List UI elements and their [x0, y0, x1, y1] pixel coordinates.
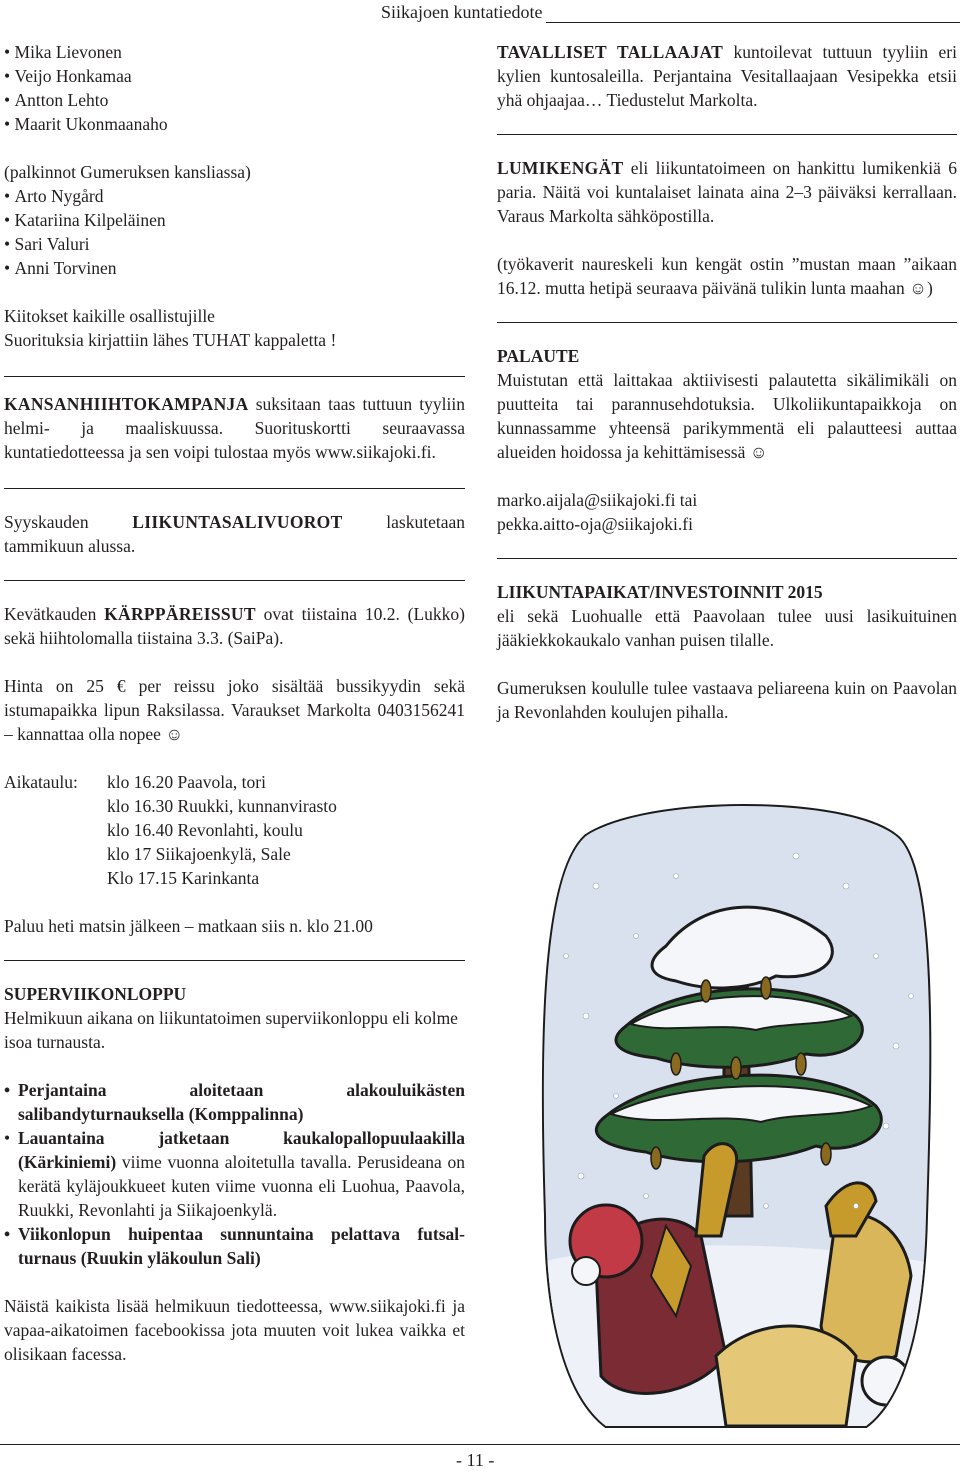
super-heading: SUPERVIIKONLOPPU: [4, 984, 187, 1004]
investoinnit-text: eli sekä Luohualle että Paavolaan tulee uusi lasikuituinen jääkiekkokaukalo vanhan puisen tilalle.: [497, 606, 957, 650]
child-right-legs: [716, 1326, 856, 1426]
publication-title: Siikajoen kuntatiedote: [377, 0, 546, 24]
winners-list-1: [4, 40, 465, 136]
schedule-item: klo 16.30 Ruukki, kunnanvirasto: [107, 796, 337, 816]
paluu-line: Paluu heti matsin jälkeen – matkaan siis n. klo 21.00: [4, 916, 373, 936]
aikataulu-schedule: [4, 770, 465, 890]
karppa-text: ovat tiistaina 10.2. (Lukko) sekä hiihtolomalla tiistaina 3.3. (SaiPa).: [4, 604, 465, 648]
tyokaverit-paragraph: (työkaverit naureskeli kun kengät ostin ”mustan maan ”aikaan 16.12. mutta hetipä seuraava päivänä tulikin lunta maahan ☺): [497, 254, 957, 298]
karppa-paragraph: [4, 602, 465, 650]
schedule-item: klo 17 Siikajoenkylä, Sale: [107, 844, 291, 864]
list-item: • Viikonlopun huipentaa sunnuntaina pelattava futsal-turnaus (Ruukin yläkoulun Sali): [4, 1222, 465, 1270]
super-text: Helmikuun aikana on liikuntatoimen superviikonloppu eli kolme isoa turnausta.: [4, 1008, 458, 1052]
lumikengat-text: eli liikuntatoimeen on hankittu lumikenkiä 6 paria. Näitä voi kuntalaiset lainata aina 2–3 päiväksi kerrallaan. Varaus Markolta sähköpostilla.: [497, 158, 957, 226]
list-item: • Anni Torvinen: [4, 256, 465, 280]
prizes-note: (palkinnot Gumeruksen kansliassa): [4, 162, 251, 182]
hinta-paragraph: Hinta on 25 € per reissu joko sisältää bussikyydin sekä istumapaikka lipun Raksilassa. Varaukset Markolta 0403156241 – kannattaa olla nopee ☺: [4, 676, 465, 744]
list-item: • Veijo Honkamaa: [4, 64, 465, 88]
closing-paragraph: Näistä kaikista lisää helmikuun tiedotteessa, www.siikajoki.fi ja vapaa-aikatoimen facebookissa jota muuten voit lukea vaikka et olisikaan facessa.: [4, 1296, 465, 1364]
schedule-item: Klo 17.15 Karinkanta: [107, 868, 260, 888]
aikataulu-label: Aikataulu:: [4, 772, 78, 792]
tallaajat-paragraph: [497, 40, 957, 112]
email-line-1[interactable]: marko.aijala@siikajoki.fi tai: [497, 490, 698, 510]
lumikengat-heading: LUMIKENGÄT: [497, 158, 624, 178]
kampanja-paragraph: [4, 392, 465, 464]
footer-rule: [0, 1444, 960, 1445]
bullet2-rest: viime vuonna aloitetulla tavalla. Perusideana on kerätä kyläjoukkueet kuten viime vuonna eli Luohua, Paavola, Ruukki, Revonlahti ja Siikajoenkylä.: [18, 1152, 465, 1220]
left-column: [4, 40, 465, 1366]
palaute-text: Muistutan että laittakaa aktiivisesti palautetta sikälimikäli on puutteita tai parannusehdotuksia. Ulkoliikuntapaikkoja on kunnassamme yhteensä parikymmentä eli palautteesi auttaa alueiden hoidossa ja kehittämisessä ☺: [497, 370, 957, 462]
salivuorot-text: laskutetaan tammikuun alussa.: [4, 512, 465, 556]
list-item: • Maarit Ukonmaanaho: [4, 112, 465, 136]
salivuorot-heading: LIIKUNTASALIVUOROT: [132, 512, 343, 532]
list-item: • Antton Lehto: [4, 88, 465, 112]
lumikengat-paragraph: [497, 156, 957, 228]
schedule-item: klo 16.20 Paavola, tori: [107, 772, 266, 792]
gumerus-paragraph: Gumeruksen koululle tulee vastaava peliareena kuin on Paavolan ja Revonlahden koulujen pihalla.: [497, 678, 957, 722]
kampanja-text: suksitaan taas tuttuun tyyliin helmi- ja maaliskuussa. Suorituskortti seuraavassa kuntatiedotteessa ja sen voipi tulostaa myös www.siikajoki.fi.: [4, 394, 465, 462]
salivuorot-prefix: Syyskauden: [4, 512, 133, 532]
list-item: • Arto Nygård: [4, 184, 465, 208]
email-line-2[interactable]: pekka.aitto-oja@siikajoki.fi: [497, 514, 693, 534]
salivuorot-paragraph: [4, 510, 465, 558]
karppa-prefix: Kevätkauden: [4, 604, 105, 624]
list-item: [4, 1126, 465, 1222]
karppa-heading: KÄRPPÄREISSUT: [104, 604, 256, 624]
palaute-heading: PALAUTE: [497, 346, 580, 366]
list-item: • Sari Valuri: [4, 232, 465, 256]
page-number: - 11 -: [456, 1450, 495, 1470]
kampanja-heading: KANSANHIIHTOKAMPANJA: [4, 394, 249, 414]
winter-illustration: [526, 796, 946, 1436]
thanks-line-2: Suorituksia kirjattiin lähes TUHAT kappaletta !: [4, 330, 337, 350]
tallaajat-text: kuntoilevat tuttuun tyyliin eri kylien kuntosaleilla. Perjantaina Vesitallaajaan Vesipekka etsii yhä ohjaajaa… Tiedustelut Markolta.: [497, 42, 957, 110]
list-item: • Katariina Kilpeläinen: [4, 208, 465, 232]
schedule-item: klo 16.40 Revonlahti, koulu: [107, 820, 303, 840]
list-item: • Perjantaina aloitetaan alakouluikästen salibandyturnauksella (Komppalinna): [4, 1078, 465, 1126]
page-footer: [0, 1444, 960, 1468]
list-item: • Mika Lievonen: [4, 40, 465, 64]
tallaajat-heading: TAVALLISET TALLAAJAT: [497, 42, 724, 62]
page-header: [0, 0, 960, 24]
super-events-list: [4, 1078, 465, 1270]
thanks-line-1: Kiitokset kaikille osallistujille: [4, 306, 215, 326]
right-column: [497, 40, 957, 724]
winners-list-2: [4, 184, 465, 280]
investoinnit-heading: LIIKUNTAPAIKAT/INVESTOINNIT 2015: [497, 582, 823, 602]
child-right-pompom: [862, 1357, 910, 1405]
bullet2-bold: Lauantaina jatketaan kaukalopallopuulaakilla (Kärkiniemi): [18, 1128, 465, 1172]
